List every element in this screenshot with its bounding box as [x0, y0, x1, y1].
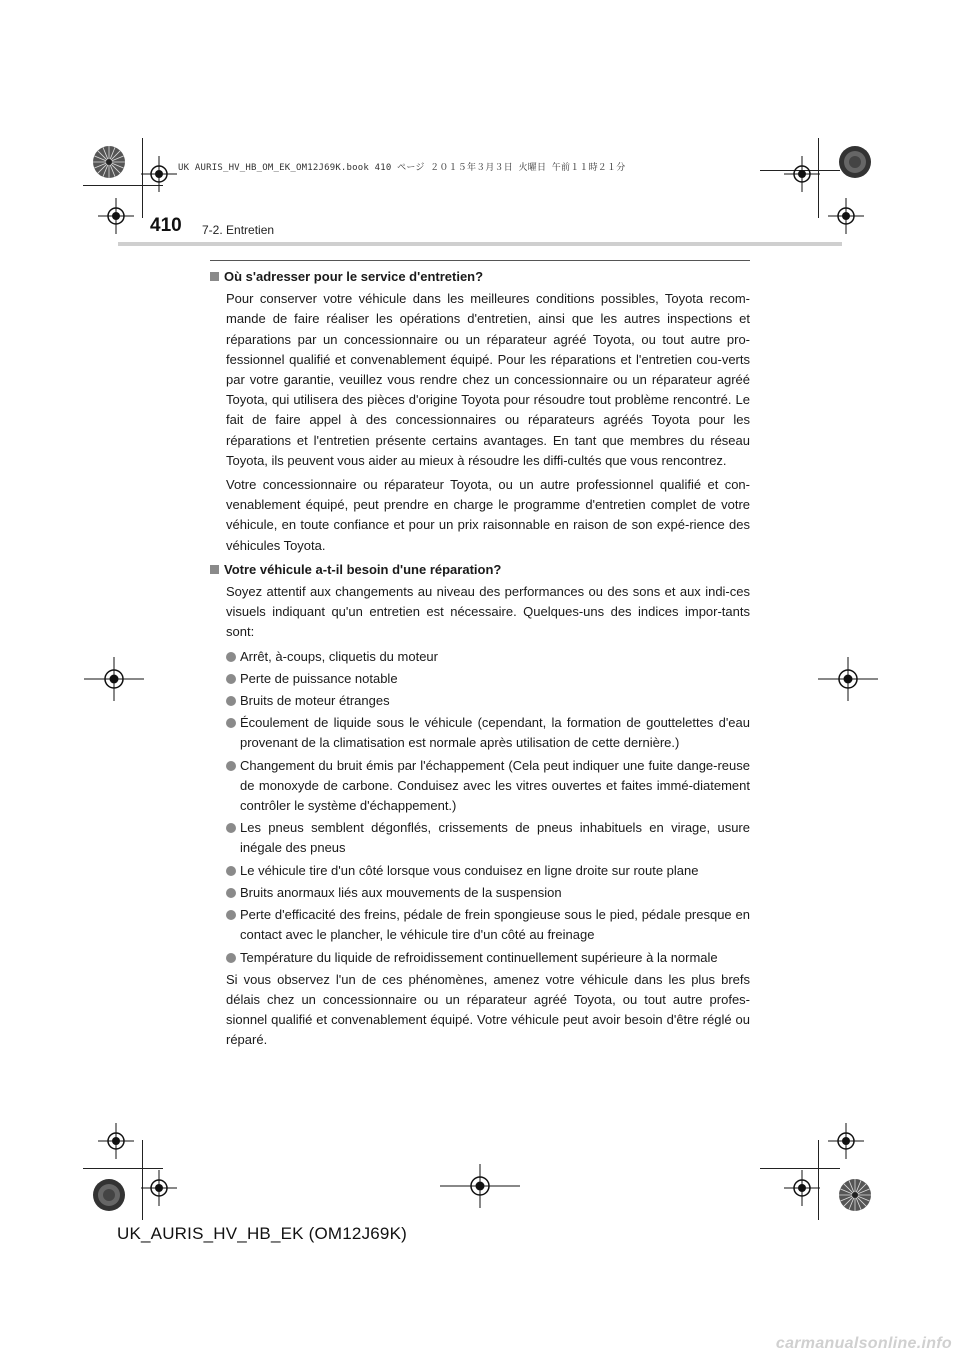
registration-mark-icon: [440, 1164, 520, 1208]
main-content: [210, 267, 750, 1055]
square-bullet-icon: [210, 272, 219, 281]
registration-mark-icon: [98, 1123, 134, 1159]
paragraph: Pour conserver votre véhicule dans les meilleures conditions possibles, Toyota recom-mande de faire réaliser les opérations d'entretien, ainsi que les autres inspections et réparations par un concessionnaire ou un réparateur agréé Toyota, ou tout autre pro-fessionnel qualifié et convenablement équipé. Pour les réparations et l'entretien cou-verts par votre garantie, veuillez vous rendre chez un concessionnaire ou un réparateur agréé Toyota, qui utilisera des pièces d'origine Toyota pour résoudre tout problème rencontré. Le fait de faire appel à des concessionnaires ou réparateurs agréés Toyota pour les réparations et l'entretien présente certains avantages. En tant que membres du réseau Toyota, ils peuvent vous aider au mieux à résoudre les diffi-cultés que vous rencontrez.: [226, 291, 750, 468]
list-item: [226, 713, 750, 753]
bullet-dot-icon: [226, 718, 236, 728]
crop-line: [760, 1168, 840, 1169]
bullet-dot-icon: [226, 761, 236, 771]
registration-mark-icon: [784, 1170, 820, 1206]
bullet-dot-icon: [226, 866, 236, 876]
heading-text: Votre véhicule a-t-il besoin d'une réparation?: [224, 561, 502, 577]
list-item-text: Perte d'efficacité des freins, pédale de frein spongieuse sous le pied, pédale presque en contact avec le plancher, le véhicule tire d'un côté au freinage: [240, 907, 750, 943]
paragraph: Votre concessionnaire ou réparateur Toyota, ou un autre professionnel qualifié et con-venablement équipé, peut prendre en charge le programme d'entretien complet de votre véhicule, en toute confiance et pour un prix raisonnable en raison de son expé-rience des véhicules Toyota.: [226, 477, 750, 553]
section-heading: [210, 560, 750, 580]
paragraph: Soyez attentif aux changements au niveau des performances ou des sons et aux indi-ces visuels indiquant qu'un entretien est nécessaire. Quelques-uns des indices impor-tants sont:: [226, 584, 750, 640]
color-wheel-icon: [92, 1178, 126, 1212]
color-wheel-icon: [838, 145, 872, 179]
registration-mark-icon: [141, 1170, 177, 1206]
registration-mark-icon: [84, 657, 144, 701]
crop-line: [83, 1168, 163, 1169]
bullet-dot-icon: [226, 910, 236, 920]
registration-mark-icon: [828, 1123, 864, 1159]
registration-mark-icon: [828, 198, 864, 234]
bullet-dot-icon: [226, 953, 236, 963]
list-item: [226, 948, 750, 968]
list-item-text: Bruits anormaux liés aux mouvements de la suspension: [240, 884, 562, 900]
content-divider: [210, 260, 750, 261]
registration-mark-icon: [784, 156, 820, 192]
bullet-dot-icon: [226, 823, 236, 833]
footer-manual-code: UK_AURIS_HV_HB_EK (OM12J69K): [117, 1224, 407, 1243]
registration-mark-icon: [98, 198, 134, 234]
list-item: [226, 905, 750, 945]
list-item-text: Changement du bruit émis par l'échappement (Cela peut indiquer une fuite dange-reuse de monoxyde de carbone. Conduisez avec les vitres ouvertes et faites immé-diatement contrôler le système d'échappement.): [240, 757, 750, 814]
header-bar: [118, 242, 842, 246]
section-title: 7-2. Entretien: [202, 223, 275, 237]
list-item-text: Écoulement de liquide sous le véhicule (cependant, la formation de gouttelettes d'eau provenant de la climatisation est normale après utilisation de cette dernière.): [240, 715, 750, 751]
paragraph: Si vous observez l'un de ces phénomènes, amenez votre véhicule dans les plus brefs délais chez un concessionnaire ou un réparateur agréé Toyota, ou tout autre profes-sionnel qualifié et convenablement équipé. Votre véhicule peut avoir besoin d'être réglé ou réparé.: [226, 971, 750, 1048]
bullet-dot-icon: [226, 696, 236, 706]
list-item: [226, 669, 750, 689]
bullet-dot-icon: [226, 652, 236, 662]
bullet-dot-icon: [226, 674, 236, 684]
list-item: [226, 756, 750, 817]
print-header: UK AURIS_HV_HB_OM_EK_OM12J69K.book 410 ページ ２０１５年３月３日 火曜日 午前１１時２１分: [178, 163, 626, 173]
page-number: 410: [150, 215, 182, 236]
list-item-text: Arrêt, à-coups, cliquetis du moteur: [240, 648, 438, 664]
registration-mark-icon: [818, 657, 878, 701]
color-wheel-icon: [92, 145, 126, 179]
list-item: [226, 647, 750, 667]
list-item-text: Les pneus semblent dégonflés, crissements de pneus inhabituels en virage, usure inégale des pneus: [240, 820, 750, 856]
heading-text: Où s'adresser pour le service d'entretien?: [224, 269, 484, 284]
list-item: [226, 818, 750, 858]
list-item: [226, 883, 750, 903]
square-bullet-icon: [210, 565, 219, 574]
list-item-text: Bruits de moteur étranges: [240, 693, 390, 709]
symptom-list: [210, 647, 750, 968]
list-item: [226, 861, 750, 881]
registration-mark-icon: [141, 156, 177, 192]
list-item-text: Perte de puissance notable: [240, 670, 398, 686]
section-heading: [210, 267, 750, 287]
list-item: [226, 691, 750, 711]
watermark-link[interactable]: carmanualsonline.info: [775, 1335, 952, 1352]
list-item-text: Le véhicule tire d'un côté lorsque vous conduisez en ligne droite sur route plane: [240, 862, 699, 878]
list-item-text: Température du liquide de refroidissement continuellement supérieure à la normale: [240, 949, 718, 965]
bullet-dot-icon: [226, 888, 236, 898]
color-wheel-icon: [838, 1178, 872, 1212]
